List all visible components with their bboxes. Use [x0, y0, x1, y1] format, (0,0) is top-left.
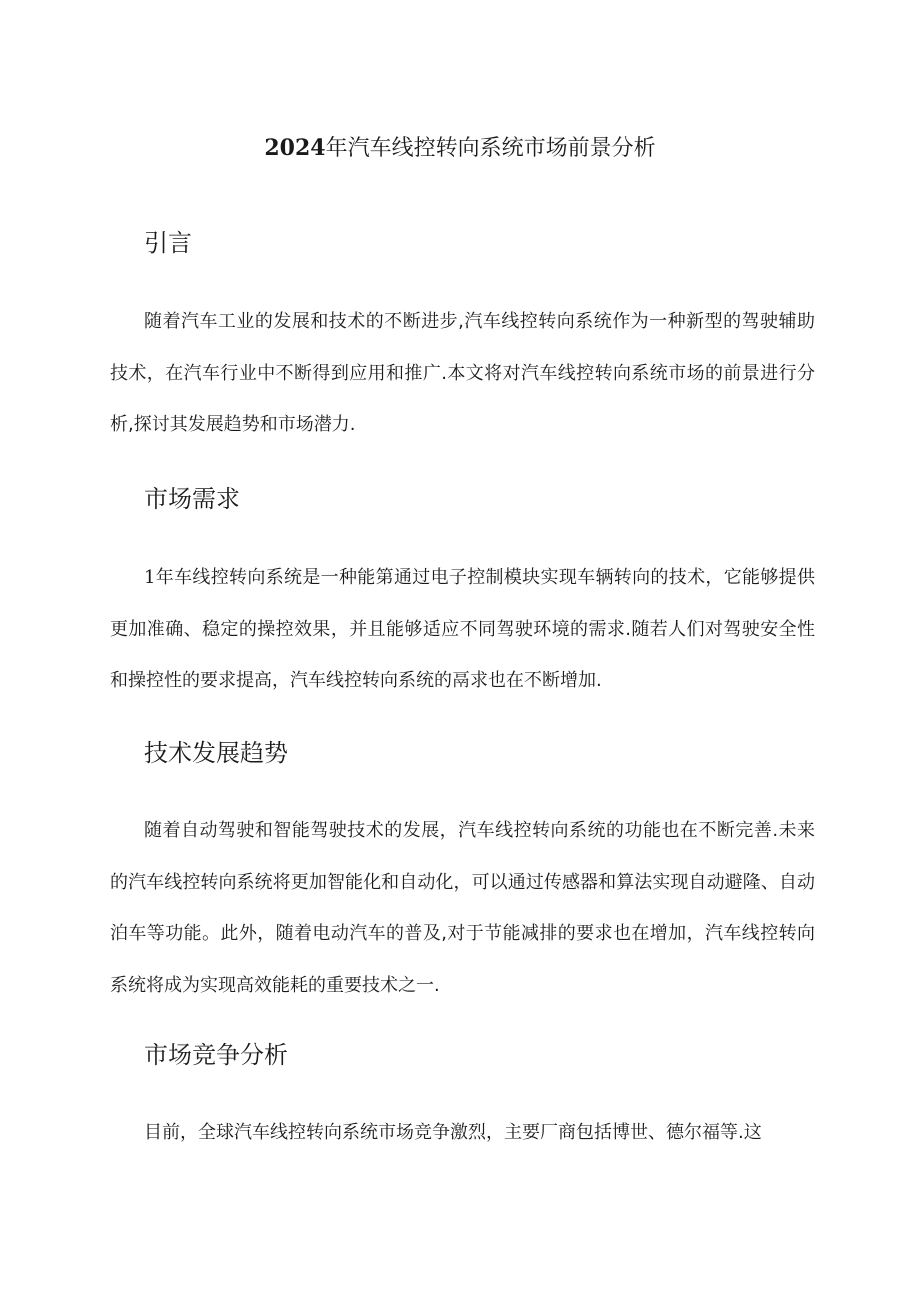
section-heading-tech-trends: 技术发展趋势	[144, 739, 288, 767]
paragraph-text: 年车线控转向系统是一种能第通过电子控制模块实现车辆转向的技术，它能够提供更加准确、稳定的操控效果，并且能够适应不同驾驶环境的需求.随若人们对驾驶安全性和操控性的要求提高，汽车线控转向系统的鬲求也在不断增加.	[110, 567, 815, 691]
section-paragraph-competition: 目前，全球汽车线控转向系统市场竞争激烈，主要厂商包括博世、德尔福等.这	[144, 1122, 762, 1143]
section-paragraph-market-demand	[110, 552, 815, 707]
title-year: 2024	[264, 135, 326, 161]
section-heading-competition: 市场竞争分析	[144, 1041, 288, 1069]
section-paragraph-introduction: 随着汽车工业的发展和技术的不断进步,汽车线控转向系统作为一种新型的驾驶辅助技术，在汽车行业中不断得到应用和推广.本文将对汽车线控转向系统市场的前景进行分析,探讨其发展趋势和市场潜力.	[110, 311, 815, 435]
document-title	[0, 131, 920, 166]
section-heading-market-demand: 市场需求	[144, 485, 240, 513]
section-paragraph-tech-trends: 随着自动驾驶和智能驾驶技术的发展，汽车线控转向系统的功能也在不断完善.未来的汽车线控转向系统将更加智能化和自动化，可以通过传感器和算法实现自动避隆、自动泊车等功能。此外，随着电动汽车的普及,对于节能减排的要求也在增加，汽车线控转向系统将成为实现高效能耗的重要技术之一.	[110, 820, 815, 996]
paragraph-lead-number: 1	[144, 567, 156, 588]
section-heading-introduction: 引言	[144, 229, 192, 257]
title-text: 年汽车线控转向系统市场前景分析	[325, 136, 656, 161]
